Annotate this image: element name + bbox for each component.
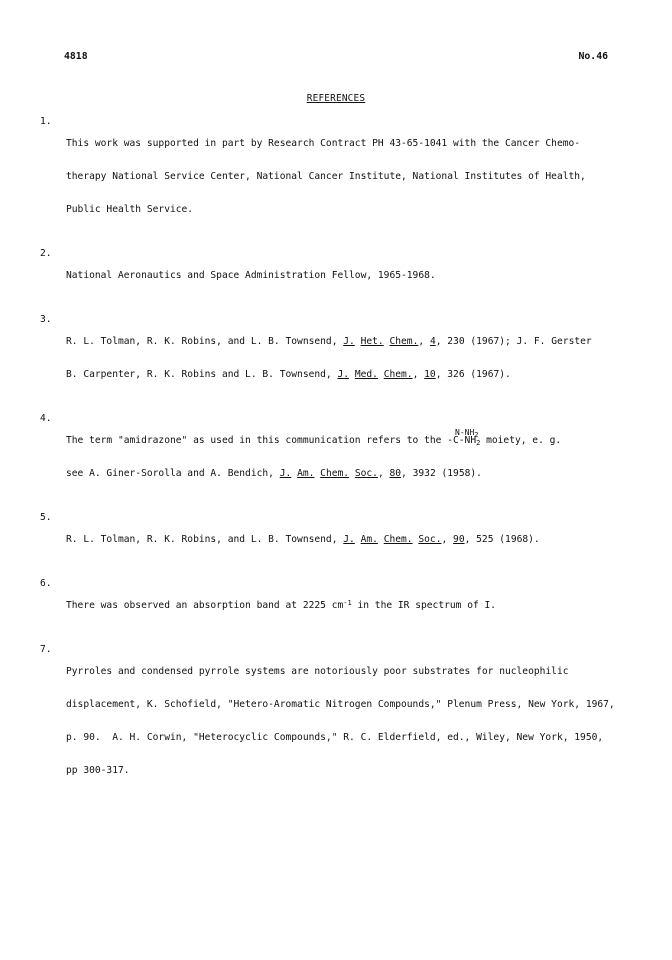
journal-abbrev: Chem. [383, 534, 413, 545]
reference-line [66, 369, 620, 380]
references-title: REFERENCES [306, 93, 366, 104]
reference-line: p. 90. A. H. Corwin, "Heterocyclic Compounds," R. C. Elderfield, ed., Wiley, New York, 1950, [66, 732, 604, 743]
volume: 90 [453, 534, 465, 545]
journal-abbrev: Chem. [320, 468, 350, 479]
references-list [40, 116, 620, 798]
journal-abbrev: J. [279, 468, 292, 479]
reference-number: 3. [40, 314, 52, 325]
journal-abbrev: Soc. [418, 534, 442, 545]
journal-abbrev: Am. [297, 468, 315, 479]
superscript: -1 [343, 599, 352, 607]
reference-3 [40, 314, 620, 402]
separator: , [418, 336, 430, 347]
chemical-formula: $N-NH_2$ $C-NH_2$ [453, 428, 481, 447]
journal-abbrev: J. [343, 336, 355, 347]
reference-7 [40, 644, 620, 798]
reference-1 [40, 116, 620, 237]
journal-abbrev: Chem. [383, 369, 413, 380]
reference-line: This work was supported in part by Research Contract PH 43-65-1041 with the Cancer Chemo- [66, 138, 581, 149]
reference-4 [40, 413, 620, 501]
journal-abbrev: Med. [354, 369, 378, 380]
reference-number: 5. [40, 512, 52, 523]
authors: B. Carpenter, R. K. Robins and L. B. Townsend, [66, 369, 338, 380]
reference-line: Pyrroles and condensed pyrrole systems are notoriously poor substrates for nucleophilic [66, 666, 569, 677]
reference-number: 2. [40, 248, 52, 259]
reference-line [66, 600, 620, 611]
volume: 80 [389, 468, 402, 479]
reference-line [66, 428, 620, 447]
reference-line [66, 468, 620, 479]
volume: 4 [429, 336, 436, 347]
chemical-substituent: $N-NH_2$ [455, 428, 479, 439]
reference-number: 1. [40, 116, 52, 127]
reference-text: The term "amidrazone" as used in this communication refers to the - [66, 435, 453, 446]
reference-2 [40, 248, 620, 303]
volume: 10 [424, 369, 436, 380]
reference-line [66, 534, 620, 545]
separator: , [441, 534, 454, 545]
authors: R. L. Tolman, R. K. Robins, and L. B. Townsend, [66, 534, 344, 545]
reference-number: 4. [40, 413, 52, 424]
citation-rest: , 326 (1967). [435, 369, 511, 380]
issue-number: No.46 [578, 51, 608, 62]
citation-rest: , 3932 (1958). [401, 468, 482, 479]
journal-abbrev: Chem. [389, 336, 419, 347]
reference-line: displacement, K. Schofield, "Hetero-Aromatic Nitrogen Compounds," Plenum Press, New York, 1967, [66, 699, 615, 710]
reference-6 [40, 578, 620, 633]
reference-line: National Aeronautics and Space Administration Fellow, 1965-1968. [66, 270, 436, 281]
authors: R. L. Tolman, R. K. Robins, and L. B. Townsend, [66, 336, 344, 347]
reference-line: pp 300-317. [66, 765, 130, 776]
authors: see A. Giner-Sorolla and A. Bendich, [66, 468, 280, 479]
journal-abbrev: J. [343, 534, 355, 545]
page-number: 4818 [64, 51, 88, 62]
journal-abbrev: Soc. [354, 468, 378, 479]
reference-text: There was observed an absorption band at 2225 cm [66, 600, 344, 611]
reference-line [66, 336, 620, 347]
reference-text: moiety, e. g. [480, 435, 562, 446]
reference-number: 7. [40, 644, 52, 655]
reference-text: in the IR spectrum of I. [351, 600, 497, 611]
separator: , [412, 369, 425, 380]
reference-line: therapy National Service Center, National Cancer Institute, National Institutes of Health, [66, 171, 586, 182]
citation-rest: , 230 (1967); J. F. Gerster [435, 336, 592, 347]
citation-rest: , 525 (1968). [464, 534, 540, 545]
reference-number: 6. [40, 578, 52, 589]
journal-abbrev: Het. [360, 336, 384, 347]
journal-abbrev: Am. [360, 534, 378, 545]
separator: , [377, 468, 390, 479]
reference-line: Public Health Service. [66, 204, 194, 215]
reference-5 [40, 512, 620, 567]
journal-abbrev: J. [337, 369, 350, 380]
